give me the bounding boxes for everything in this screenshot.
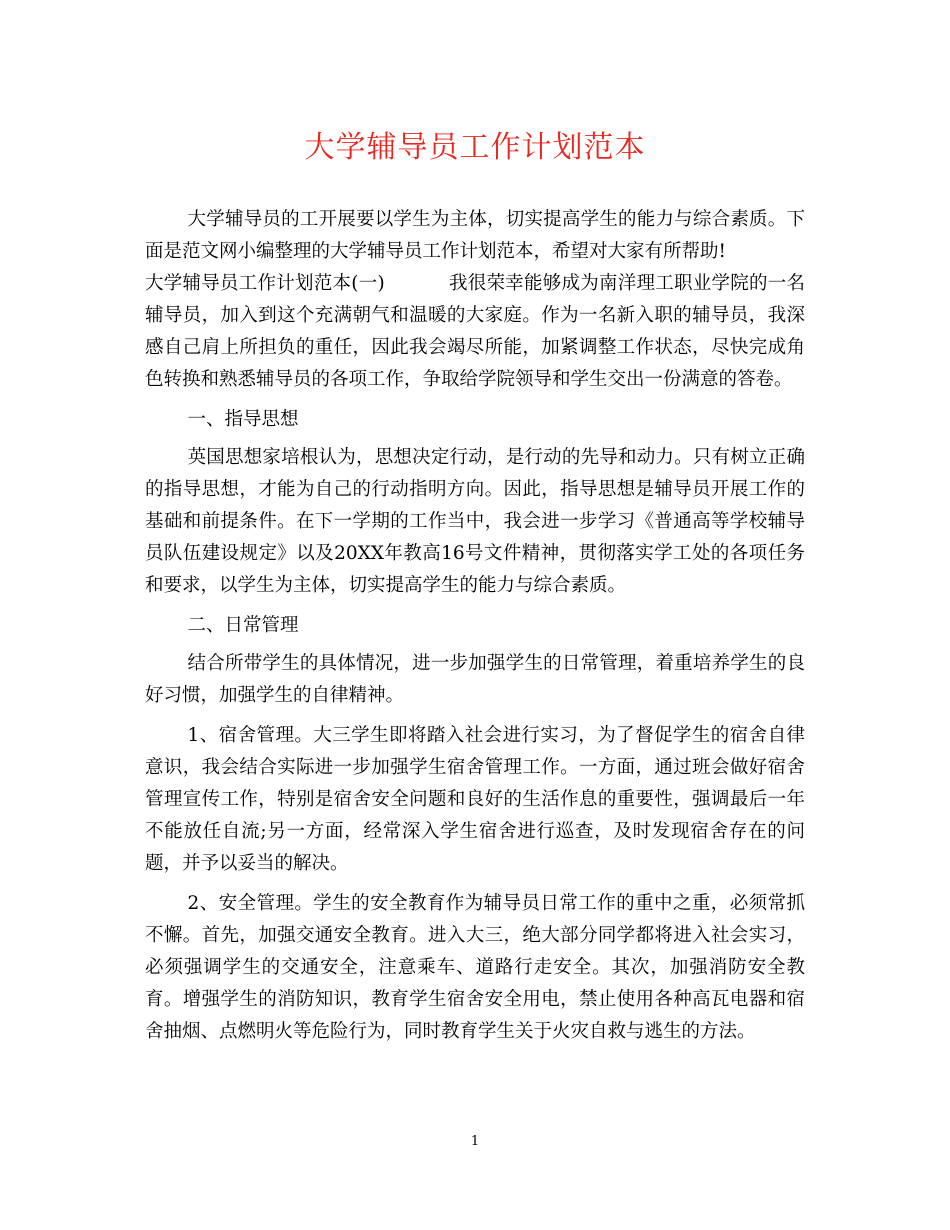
document-title: 大学辅导员工作计划范本 xyxy=(304,130,646,165)
section-2-paragraph: 结合所带学生的具体情况，进一步加强学生的日常管理，着重培养学生的良好习惯，加强学生的自律精神。 xyxy=(145,653,805,706)
section-1-paragraph: 英国思想家培根认为，思想决定行动，是行动的先导和动力。只有树立正确的指导思想，才能为自己的行动指明方向。因此，指导思想是辅导员开展工作的基础和前提条件。在下一学期的工作当中，我会进一步学习《普通高等学校辅导员队伍建设规定》以及20XX年教高16号文件精神，贯彻落实学工处的各项任务和要求，以学生为主体，切实提高学生的能力与综合素质。 xyxy=(145,447,805,596)
page-number: 1 xyxy=(470,1134,480,1149)
document-body xyxy=(145,204,805,1048)
sample-heading: 大学辅导员工作计划范本(一) xyxy=(145,273,385,294)
intro-paragraph: 大学辅导员的工开展要以学生为主体，切实提高学生的能力与综合素质。下面是范文网小编整理的大学辅导员工作计划范本，希望对大家有所帮助! xyxy=(145,209,805,262)
safety-management-paragraph: 2、安全管理。学生的安全教育作为辅导员日常工作的重中之重，必须常抓不懈。首先，加强交通安全教育。进入大三，绝大部分同学都将进入社会实习，必须强调学生的交通安全，注意乘车、道路行走安全。其次，加强消防安全教育。增强学生的消防知识，教育学生宿舍安全用电，禁止使用各种高瓦电器和宿舍抽烟、点燃明火等危险行为，同时教育学生关于火灾自救与逃生的方法。 xyxy=(145,893,805,1042)
sample-opening: 我很荣幸能够成为南洋理工职业学院的一名辅导员，加入到这个充满朝气和温暖的大家庭。作为一名新入职的辅导员，我深感自己肩上所担负的重任，因此我会竭尽所能，加紧调整工作状态，尽快完成角色转换和熟悉辅导员的各项工作，争取给学院领导和学生交出一份满意的答卷。 xyxy=(145,273,805,390)
section-1-heading: 一、指导思想 xyxy=(187,409,299,430)
dormitory-management-paragraph: 1、宿舍管理。大三学生即将踏入社会进行实习，为了督促学生的宿舍自律意识，我会结合实际进一步加强学生宿舍管理工作。一方面，通过班会做好宿舍管理宣传工作，特别是宿舍安全问题和良好的生活作息的重要性，强调最后一年不能放任自流;另一方面，经常深入学生宿舍进行巡查，及时发现宿舍存在的问题，并予以妥当的解决。 xyxy=(145,725,805,874)
section-2-heading: 二、日常管理 xyxy=(187,615,299,636)
sample-paragraph xyxy=(145,268,805,396)
